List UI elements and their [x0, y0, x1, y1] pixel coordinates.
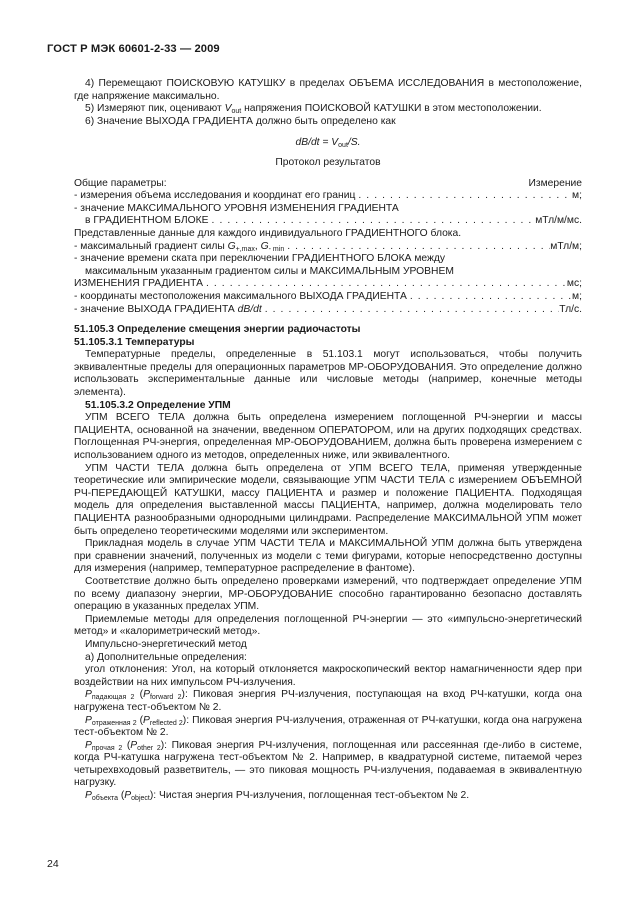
- document-body: [74, 78, 582, 803]
- paragraph-partial-body: УПМ ЧАСТИ ТЕЛА должна быть определена от УПМ ВСЕГО ТЕЛА, применяя утвержденные теоретические или эмпирические модели, связывающие УПМ ЧАСТИ ТЕЛА с измерением ОБЪЕМНОЙ РЧ-ПЕРЕДАЮЩЕЙ КАТУШКИ, массу ПАЦИЕНТА и размер и положение ПАЦИЕНТА. Подходящая модель для определения выставленной массы ПАЦИЕНТА, например, должна моделировать тело ПАЦИЕНТА разнообразными однородными цилиндрами. Распределение МАКСИМАЛЬНОЙ УПМ может быть определено теоретическими моделями или экспериментом.: [74, 462, 582, 537]
- protocol-row-volume: - измерения объема исследования и координат его границ . . . м;: [74, 190, 582, 203]
- step-4: 4) Перемещают ПОИСКОВУЮ КАТУШКУ в пределах ОБЪЕМА ИССЛЕДОВАНИЯ в местоположение, где напряжение максимально.: [74, 78, 582, 102]
- protocol-row-output: - значение ВЫХОДА ГРАДИЕНТА dB/dt . . . Тл/с.: [74, 304, 582, 317]
- protocol-per-block-note: Представленные данные для каждого индивидуального ГРАДИЕНТНОГО блока.: [74, 227, 462, 239]
- paragraph-definitions: а) Дополнительные определения:: [85, 651, 247, 663]
- protocol-row-ramp-line1: - значение времени ската при переключении ГРАДИЕНТНОГО БЛОКА между: [74, 253, 446, 265]
- paragraph-whole-body: УПМ ВСЕГО ТЕЛА должна быть определена измерением поглощенной РЧ-энергии и массы ПАЦИЕНТА, основанной на значении, введенном ОПЕРАТОРОМ, или на других подходящих средствах. Поглощенная РЧ-энергия, определенная МР-ОБОРУДОВАНИЕМ, должна быть проверена измерением с использованием одного из методов, определенных ниже, или эквивалентного.: [74, 412, 582, 462]
- paragraph-model: Прикладная модель в случае УПМ ЧАСТИ ТЕЛА и МАКСИМАЛЬНОЙ УПМ должна быть утверждена при сравнении значений, полученных из модели с теми фигурами, которые непосредственно доступны для измерения (например, температурное распределение в фантоме).: [74, 538, 582, 575]
- protocol-row-max-gradient: - максимальный градиент силы $G_{+,max}$, $G_{- min}$ . . . мТл/м;: [74, 241, 582, 254]
- protocol-row-coordinates: - координаты местоположения максимального ВЫХОДА ГРАДИЕНТА . . . м;: [74, 291, 582, 304]
- protocol-row-max-level: в ГРАДИЕНТНОМ БЛОКЕ . . . мТл/м/мс.: [74, 215, 582, 228]
- document-header: ГОСТ Р МЭК 60601-2-33 — 2009: [47, 43, 220, 55]
- section-heading-51-105-3-2: 51.105.3.2 Определение УПМ: [85, 399, 231, 411]
- section-heading-51-105-3: 51.105.3 Определение смещения энергии радиочастоты: [74, 324, 361, 336]
- page-number: 24: [47, 858, 59, 870]
- protocol-row-ramp-line2: максимальным указанным градиентом силы и МАКСИМАЛЬНЫМ УРОВНЕМ: [85, 265, 454, 277]
- definition-p-other: $P_{прочая 2}$ $(P_{other 2})$: Пиковая энергия РЧ-излучения, поглощенная или рассеянная где-либо в системе, когда РЧ-катушка нагружена тест-объектом № 2. Например, в квадратурной системе, питаемой через четырехвходовый разветвитель, — это пиковая мощность РЧ-излучения, подаваемая в эквивалентную нагрузку.: [74, 739, 582, 789]
- paragraph-temperatures: Температурные пределы, определенные в 51.103.1 могут использоваться, чтобы получить эквивалентные пределы для операционных параметров МР-ОБОРУДОВАНИЯ. Это определение должно использовать экспериментальные данные или числовые методы (например, конечные методы элемента).: [74, 349, 582, 399]
- paragraph-pulse-method: Импульсно-энергетический метод: [85, 638, 247, 650]
- definition-p-reflected: $P_{отраженная 2}$ $(P_{reflected 2})$: Пиковая энергия РЧ-излучения, отраженная от РЧ-катушки, когда она нагружена тест-объектом № 2.: [74, 714, 582, 739]
- paragraph-compliance: Соответствие должно быть определено проверками измерений, что подтверждает определение УПМ по всему диапазону энергии, МР-ОБОРУДОВАНИЕ способно гарантированно безопасно доставлять операцию в указанных пределах УПМ.: [74, 575, 582, 613]
- formula: $dB/dt = V_{out}/S$.: [295, 137, 361, 150]
- definition-p-forward: $P_{падающая 2}$ $(P_{forward 2})$: Пиковая энергия РЧ-излучения, поступающая на вход РЧ-катушки, когда она нагружена тест-объектом № 2.: [74, 689, 582, 713]
- step-6: 6) Значение ВЫХОДА ГРАДИЕНТА должно быть определено как: [85, 115, 396, 127]
- step-5: 5) Измеряют пик, оценивают $V_{out}$ напряжения ПОИСКОВОЙ КАТУШКИ в этом местоположении.: [85, 103, 542, 116]
- paragraph-flip-angle: угол отклонения: Угол, на который отклоняется макроскопический вектор намагниченности ядер при воздействии на них импульсом РЧ-излучения.: [74, 664, 582, 688]
- protocol-title: Протокол результатов: [275, 156, 381, 168]
- definition-p-object: $P_{объекта}$ $(P_{object})$: Чистая энергия РЧ-излучения, поглощенная тест-объектом № 2.: [85, 790, 470, 803]
- paragraph-methods: Приемлемые методы для определения поглощенной РЧ-энергии — это «импульсно-энергетический метод» и «калориметрический метод».: [74, 613, 582, 638]
- protocol-row-ramp: ИЗМЕНЕНИЯ ГРАДИЕНТА . . . мс;: [74, 278, 582, 291]
- section-heading-51-105-3-1: 51.105.3.1 Температуры: [74, 336, 195, 348]
- protocol-general: Общие параметры: Измерение: [74, 177, 582, 189]
- protocol-row-max-level-line1: - значение МАКСИМАЛЬНОГО УРОВНЯ ИЗМЕНЕНИЯ ГРАДИЕНТА: [74, 202, 399, 214]
- protocol-list: [74, 178, 582, 317]
